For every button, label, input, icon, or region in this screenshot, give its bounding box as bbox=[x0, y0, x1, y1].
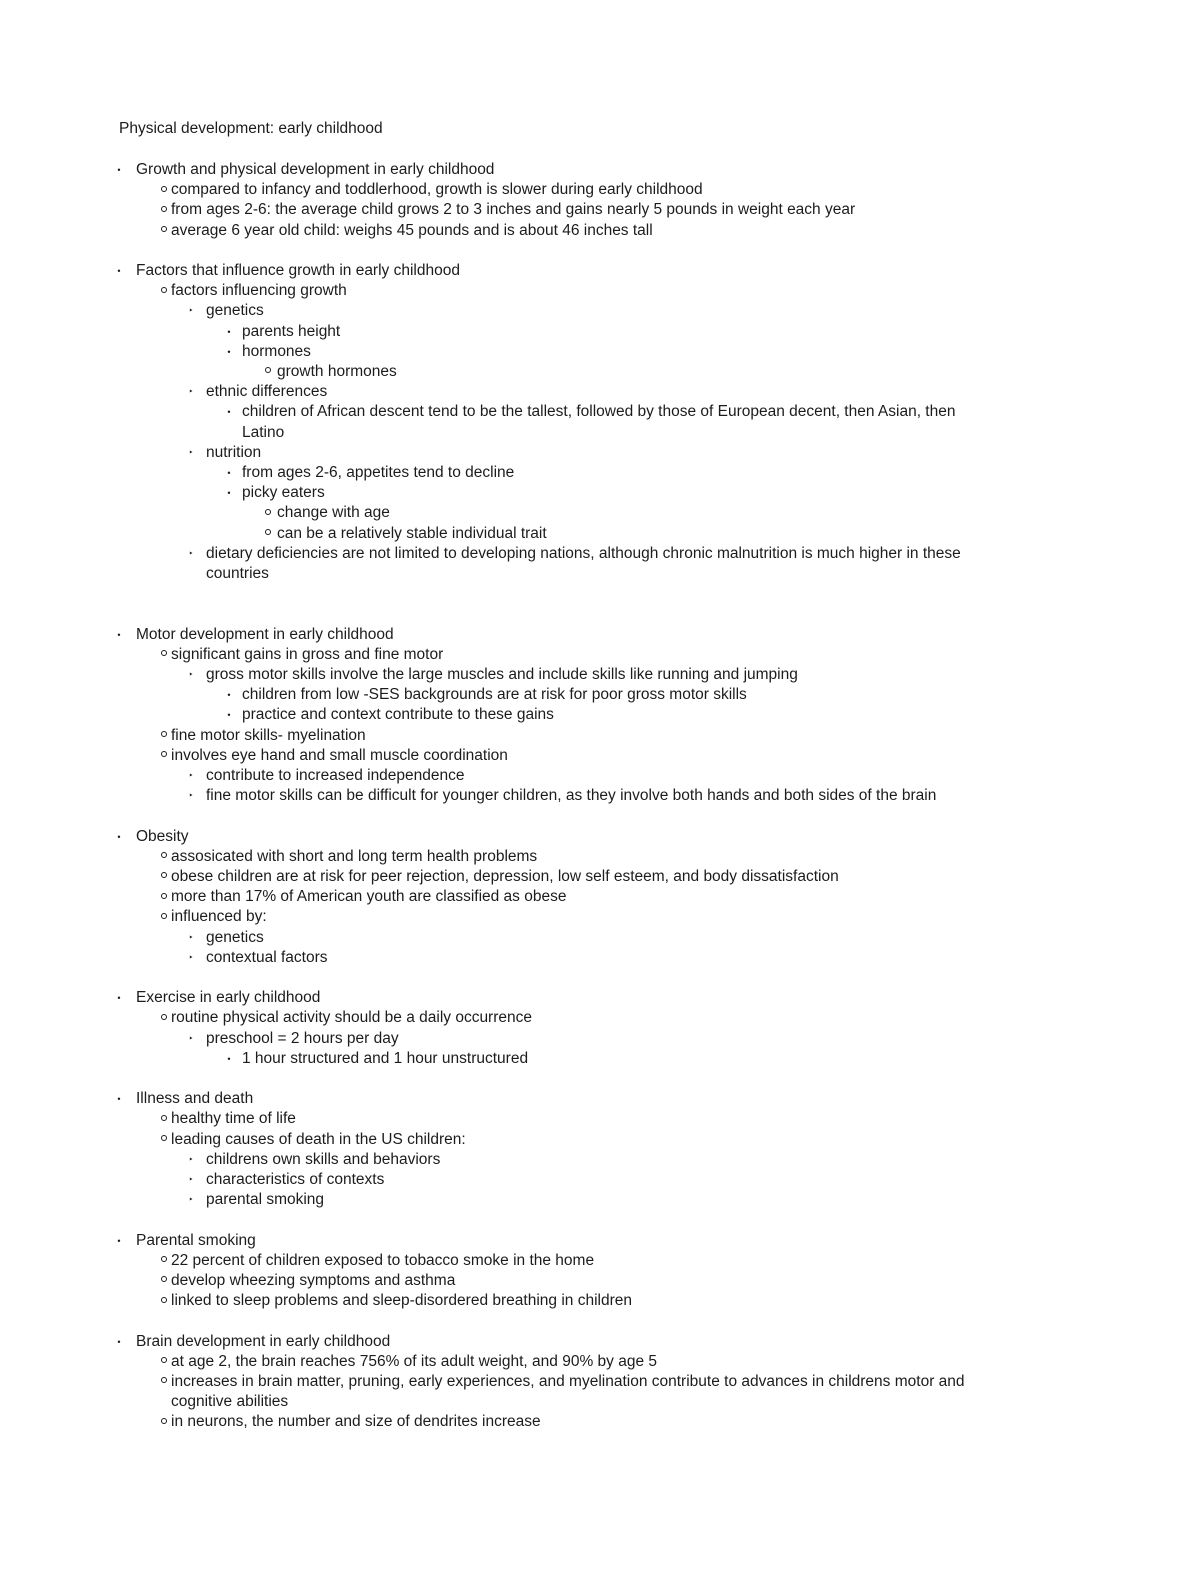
outline-item-level-2: develop wheezing symptoms and asthma bbox=[171, 1272, 456, 1289]
bullet-level-4-icon: • bbox=[227, 1053, 231, 1064]
outline-item-level-4: 1 hour structured and 1 hour unstructured bbox=[242, 1049, 529, 1067]
bullet-level-2-icon bbox=[159, 1008, 169, 1028]
outline-item-level-2: significant gains in gross and fine motor bbox=[171, 645, 444, 663]
outline-item-level-4: practice and context contribute to these gains bbox=[242, 706, 554, 724]
bullet-level-3-icon: ‣ bbox=[188, 791, 194, 801]
bullet-level-1-icon: • bbox=[117, 165, 121, 175]
bullet-level-3-icon: ‣ bbox=[188, 1033, 194, 1043]
bullet-level-4-icon: • bbox=[227, 710, 231, 721]
bullet-level-4-icon: • bbox=[227, 690, 231, 701]
bullet-level-3-icon: ‣ bbox=[188, 932, 194, 942]
outline-item-level-2: healthy time of life bbox=[171, 1110, 296, 1128]
bullet-level-3-icon: ‣ bbox=[188, 1175, 194, 1184]
outline-item-level-2: in neurons, the number and size of dendrites increase bbox=[171, 1413, 541, 1431]
outline-item-level-2: compared to infancy and toddlerhood, growth is slower during early childhood bbox=[171, 181, 703, 199]
outline-item-level-2: involves eye hand and small muscle coordination bbox=[171, 746, 508, 764]
bullet-level-2-icon bbox=[159, 645, 169, 665]
bullet-level-3-icon: ‣ bbox=[188, 670, 194, 679]
bullet-level-3-icon: ‣ bbox=[188, 1195, 194, 1205]
outline-item-level-1: Obesity bbox=[136, 827, 189, 845]
outline-item-level-3: ethnic differences bbox=[206, 383, 328, 401]
outline-item-level-1: Motor development in early childhood bbox=[136, 625, 394, 643]
outline-item-level-2: average 6 year old child: weighs 45 pounds and is about 46 inches tall bbox=[171, 221, 653, 239]
bullet-level-4-icon: • bbox=[227, 346, 231, 357]
outline-item-level-2: from ages 2-6: the average child grows 2 to 3 inches and gains nearly 5 pounds in weight each year bbox=[171, 201, 856, 219]
bullet-level-2-icon bbox=[159, 1412, 169, 1432]
outline-item-level-3: gross motor skills involve the large muscles and include skills like running and jumping bbox=[206, 666, 798, 683]
outline-item-level-2: obese children are at risk for peer rejection, depression, low self esteem, and body dissatisfaction bbox=[171, 868, 839, 885]
bullet-level-3-icon: ‣ bbox=[188, 387, 194, 397]
outline-item-level-2: assosicated with short and long term health problems bbox=[171, 847, 538, 865]
outline-item-level-3: contribute to increased independence bbox=[206, 767, 465, 784]
bullet-level-3-icon: ‣ bbox=[188, 447, 194, 457]
outline-item-level-3: contextual factors bbox=[206, 948, 328, 966]
outline-item-level-4: children from low -SES backgrounds are at risk for poor gross motor skills bbox=[242, 686, 747, 704]
outline-item-level-1: Growth and physical development in early childhood bbox=[136, 161, 495, 178]
outline-item-level-5: growth hormones bbox=[277, 363, 397, 380]
outline-item-level-4: Latino bbox=[242, 423, 285, 441]
bullet-level-4-icon: • bbox=[227, 468, 231, 478]
outline-item-level-3: genetics bbox=[206, 302, 264, 320]
bullet-level-1-icon: • bbox=[117, 993, 121, 1004]
outline-item-level-3: fine motor skills can be difficult for younger children, as they involve both hands and both sides of the brain bbox=[206, 787, 937, 805]
bullet-level-3-icon: ‣ bbox=[188, 306, 194, 316]
bullet-level-4-icon: • bbox=[227, 488, 231, 499]
bullet-level-2-icon bbox=[159, 1130, 169, 1150]
outline-item-level-2: cognitive abilities bbox=[171, 1393, 289, 1411]
bullet-level-3-icon: ‣ bbox=[188, 1154, 194, 1164]
bullet-level-2-icon bbox=[159, 281, 169, 301]
bullet-level-2-icon bbox=[159, 1352, 169, 1372]
bullet-level-1-icon: • bbox=[117, 1336, 121, 1347]
bullet-level-2-icon bbox=[159, 887, 169, 907]
bullet-level-3-icon: ‣ bbox=[188, 548, 194, 558]
outline-item-level-1: Exercise in early childhood bbox=[136, 989, 321, 1007]
outline-item-level-1: Brain development in early childhood bbox=[136, 1332, 391, 1350]
outline-item-level-3: countries bbox=[206, 565, 269, 582]
outline-item-level-2: linked to sleep problems and sleep-disordered breathing in children bbox=[171, 1292, 632, 1310]
outline-item-level-3: preschool = 2 hours per day bbox=[206, 1029, 399, 1047]
bullet-level-1-icon: • bbox=[117, 831, 121, 842]
bullet-level-5-icon bbox=[265, 503, 271, 523]
bullet-level-2-icon bbox=[159, 1372, 169, 1392]
outline-item-level-1: Parental smoking bbox=[136, 1231, 256, 1249]
outline-item-level-2: increases in brain matter, pruning, early experiences, and myelination contribute to advances in childrens motor and bbox=[171, 1373, 965, 1390]
outline-item-level-3: characteristics of contexts bbox=[206, 1171, 385, 1188]
outline-item-level-4: children of African descent tend to be the tallest, followed by those of European decent, then Asian, then bbox=[242, 403, 956, 421]
outline-item-level-1: Factors that influence growth in early childhood bbox=[136, 262, 460, 279]
outline-item-level-3: nutrition bbox=[206, 443, 262, 461]
outline-item-level-3: dietary deficiencies are not limited to developing nations, although chronic malnutrition is much higher in these bbox=[206, 544, 961, 562]
bullet-level-4-icon: • bbox=[227, 407, 231, 418]
outline-item-level-3: parental smoking bbox=[206, 1191, 325, 1209]
outline-item-level-4: picky eaters bbox=[242, 484, 325, 502]
bullet-level-2-icon bbox=[159, 1271, 169, 1291]
bullet-level-2-icon bbox=[159, 1109, 169, 1129]
outline-item-level-4: parents height bbox=[242, 322, 341, 340]
outline-item-level-5: change with age bbox=[277, 504, 390, 522]
outline-item-level-4: from ages 2-6, appetites tend to decline bbox=[242, 464, 515, 481]
bullet-level-4-icon: • bbox=[227, 326, 231, 337]
bullet-level-1-icon: • bbox=[117, 266, 121, 276]
bullet-level-2-icon bbox=[159, 726, 169, 746]
bullet-level-2-icon bbox=[159, 867, 169, 887]
outline-item-level-3: childrens own skills and behaviors bbox=[206, 1150, 441, 1168]
outline-item-level-4: hormones bbox=[242, 342, 311, 360]
bullet-level-1-icon: • bbox=[117, 1235, 121, 1246]
bullet-level-2-icon bbox=[159, 200, 169, 220]
outline-item-level-2: routine physical activity should be a daily occurrence bbox=[171, 1009, 532, 1027]
outline-item-level-3: genetics bbox=[206, 928, 264, 946]
outline-item-level-5: can be a relatively stable individual trait bbox=[277, 524, 547, 542]
outline-item-level-2: factors influencing growth bbox=[171, 282, 347, 300]
bullet-level-5-icon bbox=[265, 362, 271, 382]
bullet-level-3-icon: ‣ bbox=[188, 952, 194, 962]
bullet-level-2-icon bbox=[159, 1251, 169, 1271]
outline-item-level-2: 22 percent of children exposed to tobacco smoke in the home bbox=[171, 1251, 595, 1269]
bullet-level-1-icon: • bbox=[117, 629, 121, 640]
bullet-level-2-icon bbox=[159, 1291, 169, 1311]
bullet-level-1-icon: • bbox=[117, 1094, 121, 1105]
bullet-level-2-icon bbox=[159, 180, 169, 200]
bullet-level-3-icon: ‣ bbox=[188, 771, 194, 780]
bullet-level-2-icon bbox=[159, 847, 169, 867]
outline-item-level-2: fine motor skills- myelination bbox=[171, 726, 366, 744]
bullet-level-2-icon bbox=[159, 907, 169, 927]
outline-item-level-2: leading causes of death in the US children: bbox=[171, 1130, 466, 1148]
outline-item-level-2: more than 17% of American youth are classified as obese bbox=[171, 888, 567, 906]
bullet-level-2-icon bbox=[159, 221, 169, 241]
document-title: Physical development: early childhood bbox=[119, 120, 383, 137]
bullet-level-5-icon bbox=[265, 524, 271, 544]
outline-item-level-2: at age 2, the brain reaches 756% of its adult weight, and 90% by age 5 bbox=[171, 1352, 657, 1370]
outline-item-level-2: influenced by: bbox=[171, 908, 267, 926]
outline-item-level-1: Illness and death bbox=[136, 1090, 254, 1108]
bullet-level-2-icon bbox=[159, 746, 169, 766]
